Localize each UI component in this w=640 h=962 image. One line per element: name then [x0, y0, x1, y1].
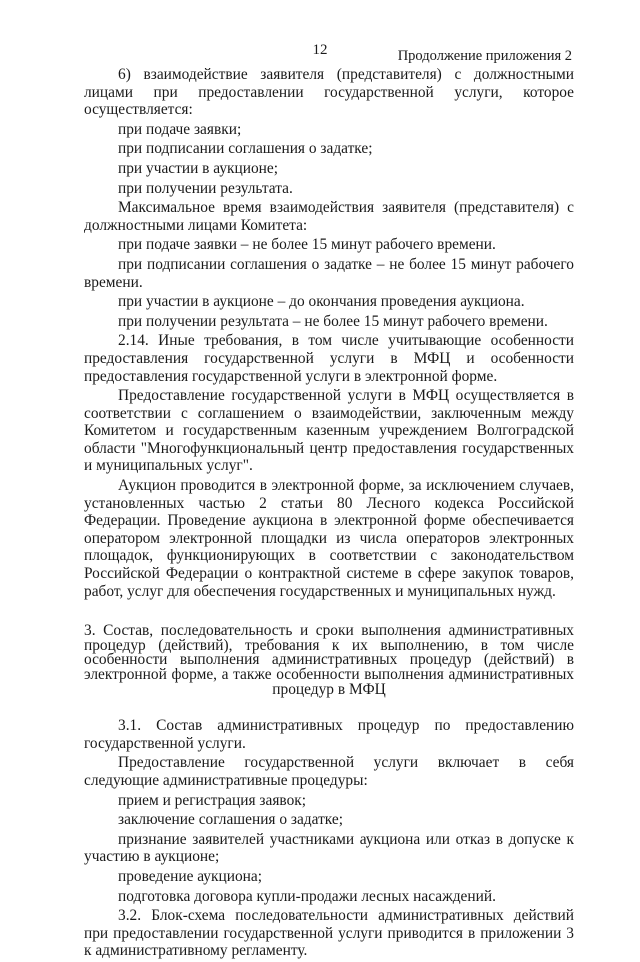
paragraph-max-time-intro: Максимальное время взаимодействия заявителя (представителя) с должностными лицами Комитета: [84, 199, 574, 234]
list-item: при подаче заявки – не более 15 минут рабочего времени. [118, 236, 496, 254]
section-3-heading: 3. Состав, последовательность и сроки выполнения административных процедур (действий), требования к их выполнению, в том числе особенности выполнения административных процедур (действий) в электронной форме, а также особенности выполнения административных процедур в МФЦ [84, 622, 574, 698]
list-item: проведение аукциона; [118, 867, 262, 885]
page-number: 12 [312, 42, 328, 58]
list-item: подготовка договора купли-продажи лесных насаждений. [118, 887, 496, 905]
paragraph-interaction-intro: 6) взаимодействие заявителя (представителя) с должностными лицами при предоставлении государственной услуги, которое осуществляется: [84, 66, 574, 119]
paragraph-3-2: 3.2. Блок-схема последовательности административных действий при предоставлении государственной услуги приводится в приложении 3 к административному регламенту. [84, 907, 574, 960]
list-item: при участии в аукционе; [118, 159, 279, 177]
document-body [84, 66, 574, 962]
list-item: признание заявителей участниками аукциона или отказ в допуске к участию в аукционе; [84, 830, 574, 866]
list-item: при получении результата. [118, 179, 293, 197]
paragraph-includes: Предоставление государственной услуги включает в себя следующие административные процедуры: [84, 754, 574, 789]
list-item: при подписании соглашения о задатке – не более 15 минут рабочего времени. [84, 255, 574, 291]
list-item: прием и регистрация заявок; [118, 791, 307, 809]
paragraph-electronic-auction: Аукцион проводится в электронной форме, за исключением случаев, установленных частью 2 статьи 80 Лесного кодекса Российской Федерации. Проведение аукциона в электронной форме обеспечивается оператором электронной площадки из числа операторов электронных площадок, функционирующих в соответствии с законодательством Российской Федерации о контрактной системе в сфере закупок товаров, работ, услуг для обеспечения государственных и муниципальных нужд. [84, 477, 574, 600]
paragraph-3-1: 3.1. Состав административных процедур по предоставлению государственной услуги. [84, 717, 574, 752]
appendix-note: Продолжение приложения 2 [397, 48, 572, 64]
list-item: при получении результата – не более 15 минут рабочего времени. [118, 312, 548, 330]
list-item: при участии в аукционе – до окончания проведения аукциона. [118, 293, 525, 311]
list-item: заключение соглашения о задатке; [118, 811, 343, 829]
list-item: при подписании соглашения о задатке; [118, 140, 373, 158]
paragraph-2-14-title: 2.14. Иные требования, в том числе учитывающие особенности предоставления государственной услуги в МФЦ и особенности предоставления государственной услуги в электронной форме. [84, 332, 574, 385]
list-item: при подаче заявки; [118, 120, 242, 138]
paragraph-mfc: Предоставление государственной услуги в МФЦ осуществляется в соответствии с соглашением о взаимодействии, заключенным между Комитетом и государственным казенным учреждением Волгоградской области "Многофункциональный центр предоставления государственных и муниципальных услуг". [84, 387, 574, 475]
